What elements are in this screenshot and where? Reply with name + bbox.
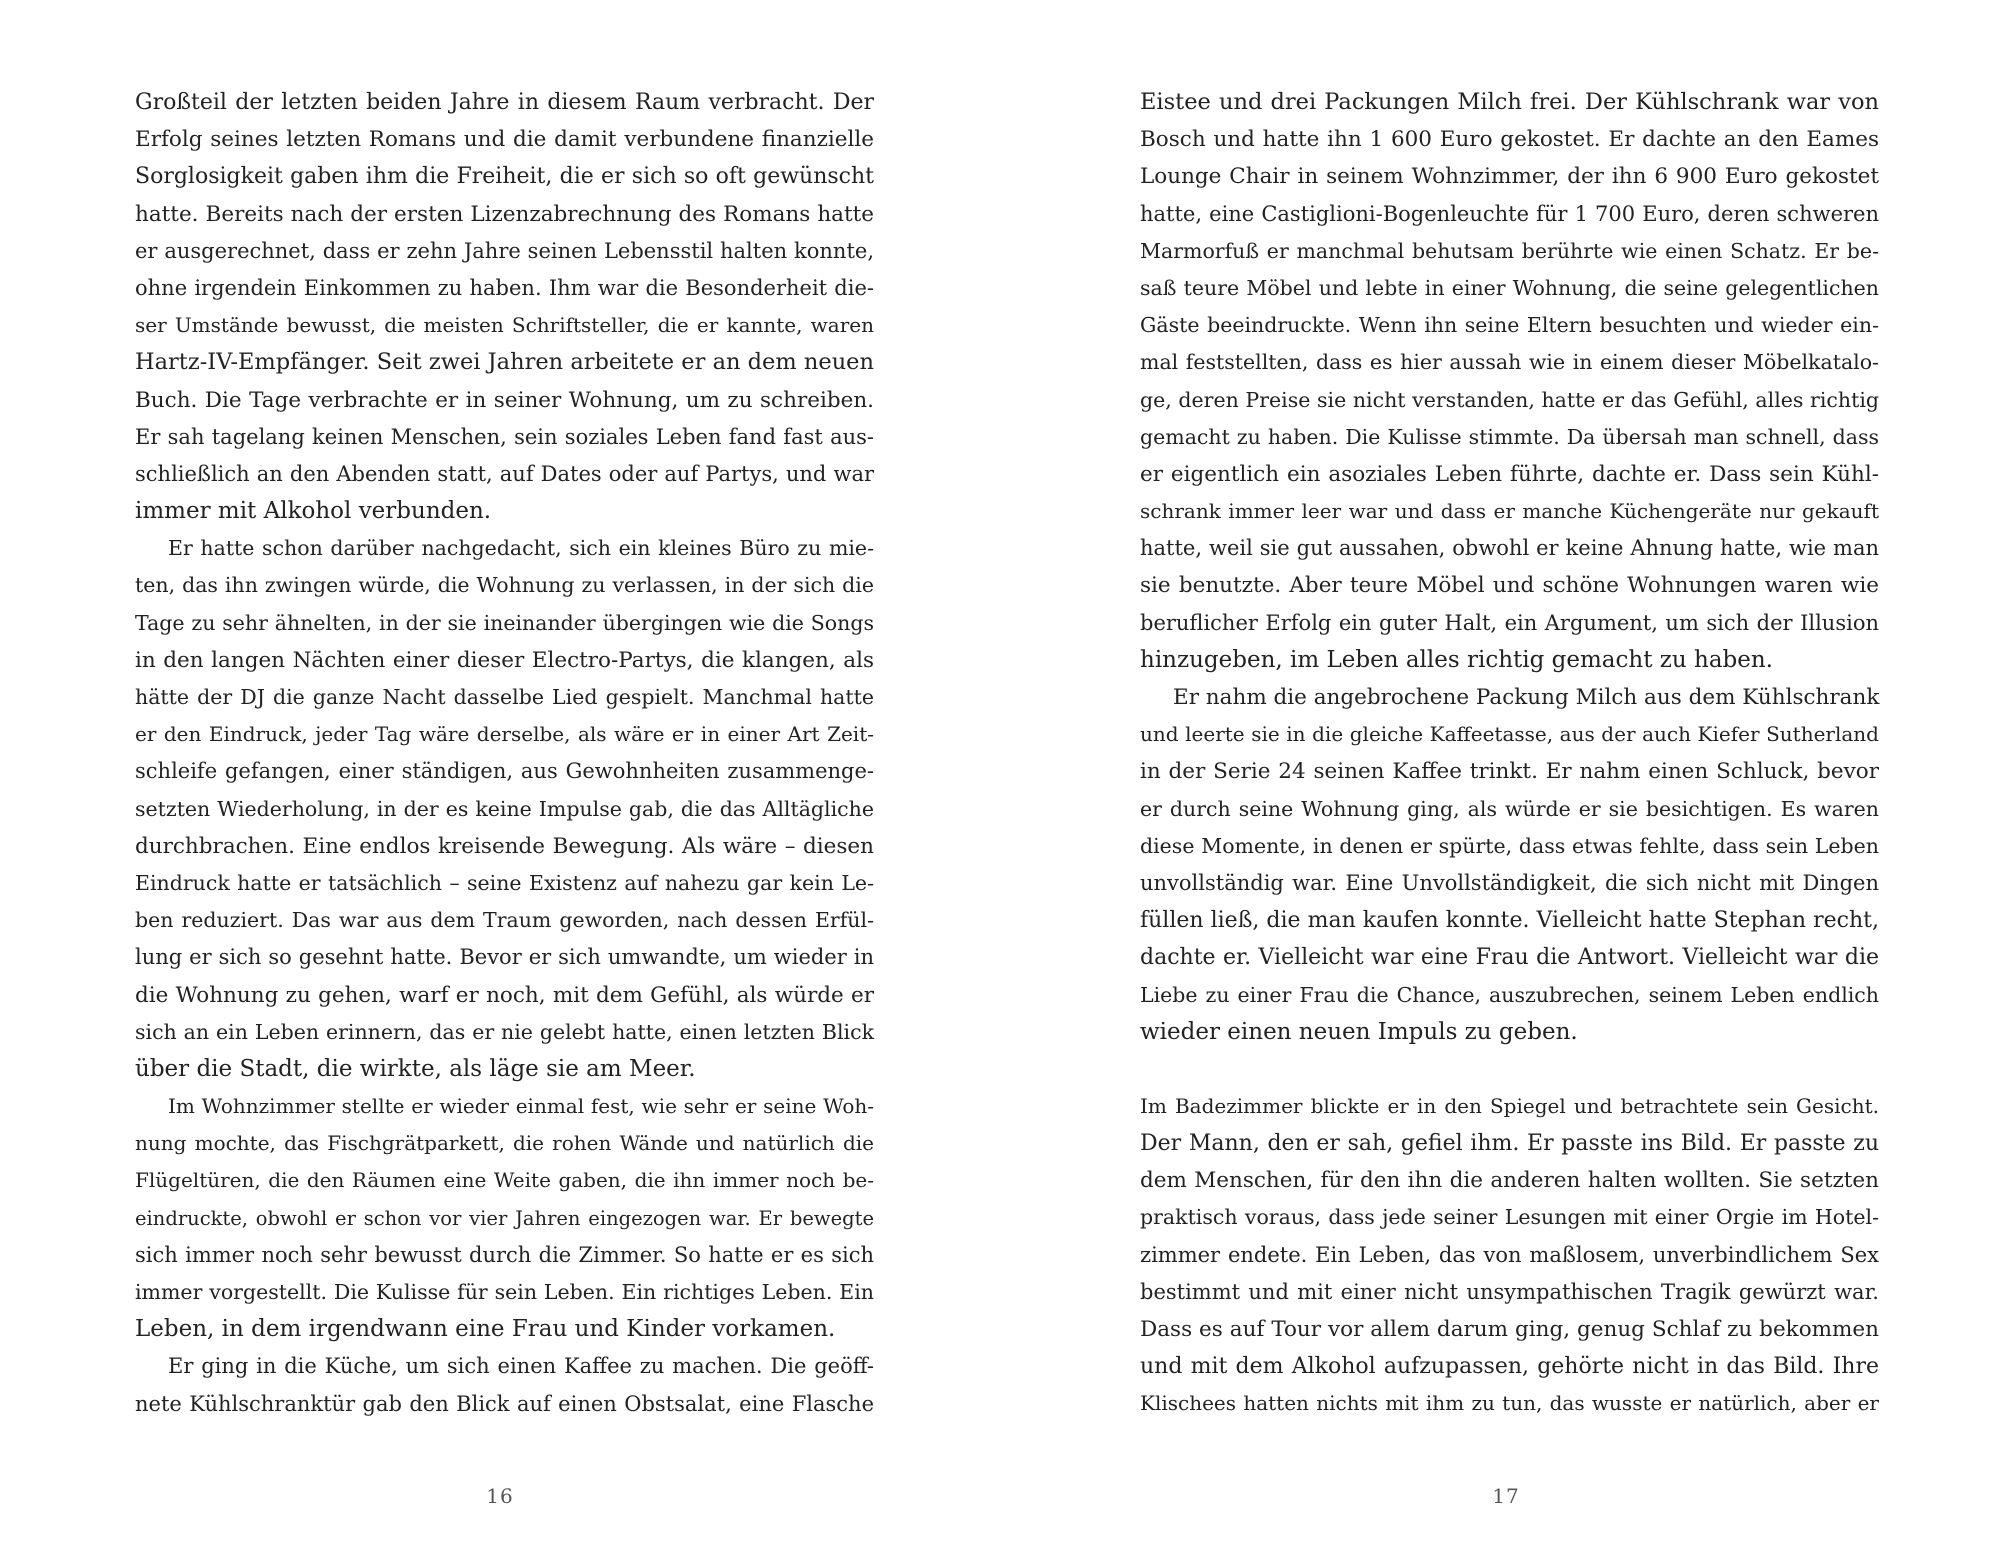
text-line: schließlich an den Abenden statt, auf Dates oder auf Partys, und war [135, 461, 874, 486]
text-line: wieder einen neuen Impuls zu geben. [1140, 1018, 1578, 1045]
text-line: nung mochte, das Fischgrätparkett, die rohen Wände und natürlich die [135, 1131, 874, 1156]
text-line: Buch. Die Tage verbrachte er in seiner Wohnung, um zu schreiben. [135, 387, 874, 413]
text-line: mal feststellten, dass es hier aussah wie in einem dieser Möbelkatalo- [1140, 350, 1879, 375]
text-line: bestimmt und mit einer nicht unsympathischen Tragik gewürzt war. [1140, 1279, 1879, 1304]
text-line: lung er sich so gesehnt hatte. Bevor er sich umwandte, um wieder in [135, 945, 874, 970]
text-line: Er ging in die Küche, um sich einen Kaffee zu machen. Die geöff- [168, 1354, 874, 1379]
page-number: 17 [1492, 1484, 1520, 1508]
text-line: Bosch und hatte ihn 1 600 Euro gekostet. Er dachte an den Eames [1140, 127, 1879, 153]
text-line: in der Serie 24 seinen Kaffee trinkt. Er nahm einen Schluck, bevor [1140, 759, 1879, 785]
text-line: sie benutzte. Aber teure Möbel und schöne Wohnungen waren wie [1140, 573, 1879, 599]
text-line: sich an ein Leben erinnern, das er nie gelebt hatte, einen letzten Blick [135, 1019, 874, 1044]
text-line: ge, deren Preise sie nicht verstanden, hatte er das Gefühl, alles richtig [1140, 387, 1879, 412]
text-line: er ausgerechnet, dass er zehn Jahre seinen Lebensstil halten konnte, [135, 238, 874, 263]
text-line: zimmer endete. Ein Leben, das von maßlosem, unverbindlichem Sex [1140, 1242, 1879, 1267]
text-line: durchbrachen. Eine endlos kreisende Bewegung. Als wäre – diesen [135, 833, 874, 859]
text-line: er den Eindruck, jeder Tag wäre derselbe, als wäre er in einer Art Zeit- [135, 722, 874, 747]
text-line: nete Kühlschranktür gab den Blick auf einen Obstsalat, eine Flasche [135, 1391, 874, 1416]
text-line: Tage zu sehr ähnelten, in der sie ineinander übergingen wie die Songs [135, 610, 874, 635]
text-line: ser Umstände bewusst, die meisten Schriftsteller, die er kannte, waren [135, 313, 874, 338]
text-line: in den langen Nächten einer dieser Electro-Partys, die klangen, als [135, 647, 874, 673]
text-line: Im Wohnzimmer stellte er wieder einmal fest, wie sehr er seine Woh- [168, 1094, 874, 1119]
page-number: 16 [486, 1484, 514, 1508]
text-line: Eindruck hatte er tatsächlich – seine Existenz auf nahezu gar kein Le- [135, 870, 874, 895]
text-line: dem Menschen, für den ihn die anderen halten wollten. Sie setzten [1140, 1168, 1879, 1194]
text-line: hatte, weil sie gut aussahen, obwohl er keine Ahnung hatte, wie man [1140, 536, 1879, 561]
right-page-text [1140, 84, 1879, 1423]
text-line: hatte, eine Castiglioni-Bogenleuchte für 1 700 Euro, deren schweren [1140, 201, 1879, 226]
text-line: Klischees hatten nichts mit ihm zu tun, das wusste er natürlich, aber er [1140, 1391, 1879, 1416]
text-line: eindruckte, obwohl er schon vor vier Jahren eingezogen war. Er bewegte [135, 1206, 874, 1230]
text-line: gemacht zu haben. Die Kulisse stimmte. Da übersah man schnell, dass [1140, 424, 1879, 449]
text-line: Großteil der letzten beiden Jahre in diesem Raum verbracht. Der [135, 90, 874, 115]
text-line: ten, das ihn zwingen würde, die Wohnung zu verlassen, in der sich die [135, 573, 874, 598]
text-line: praktisch voraus, dass jede seiner Lesungen mit einer Orgie im Hotel- [1140, 1205, 1879, 1230]
text-line: ohne irgendein Einkommen zu haben. Ihm war die Besonderheit die- [135, 275, 874, 300]
text-line: Hartz-IV-Empfänger. Seit zwei Jahren arbeitete er an dem neuen [135, 349, 874, 376]
text-line: setzten Wiederholung, in der es keine Impulse gab, die das Alltägliche [135, 796, 874, 821]
right-page [1000, 0, 2000, 1556]
text-line: über die Stadt, die wirkte, als läge sie am Meer. [135, 1055, 696, 1082]
text-line: Dass es auf Tour vor allem darum ging, genug Schlaf zu bekommen [1140, 1317, 1879, 1342]
text-line: dachte er. Vielleicht war eine Frau die Antwort. Vielleicht war die [1140, 945, 1879, 971]
text-line: schleife gefangen, einer ständigen, aus Gewohnheiten zusammenge- [135, 759, 874, 784]
text-line: Lounge Chair in seinem Wohnzimmer, der ihn 6 900 Euro gekostet [1140, 164, 1879, 190]
left-page-text [135, 84, 874, 1423]
text-line: Leben, in dem irgendwann eine Frau und Kinder vorkamen. [135, 1316, 836, 1343]
section-break [1140, 1051, 1879, 1088]
text-line: Flügeltüren, die den Räumen eine Weite gaben, die ihn immer noch be- [135, 1168, 874, 1193]
text-line: und leerte sie in die gleiche Kaffeetasse, aus der auch Kiefer Sutherland [1140, 722, 1879, 747]
text-line: Er nahm die angebrochene Packung Milch aus dem Kühlschrank [1173, 685, 1880, 710]
text-line: Gäste beeindruckte. Wenn ihn seine Eltern besuchten und wieder ein- [1140, 313, 1879, 338]
text-line: immer vorgestellt. Die Kulisse für sein Leben. Ein richtiges Leben. Ein [135, 1280, 874, 1304]
text-line: ben reduziert. Das war aus dem Traum geworden, nach dessen Erfül- [135, 908, 874, 933]
text-line: sich immer noch sehr bewusst durch die Zimmer. So hatte er es sich [135, 1242, 874, 1267]
text-line: hatte. Bereits nach der ersten Lizenzabrechnung des Romans hatte [135, 201, 874, 227]
text-line: er eigentlich ein asoziales Leben führte, dachte er. Dass sein Kühl- [1140, 461, 1879, 487]
text-line: immer mit Alkohol verbunden. [135, 498, 492, 525]
text-line: Marmorfuß er manchmal behutsam berührte wie einen Schatz. Er be- [1140, 238, 1879, 263]
text-line: hätte der DJ die ganze Nacht dasselbe Lied gespielt. Manchmal hatte [135, 685, 874, 709]
text-line: unvollständig war. Eine Unvollständigkeit, die sich nicht mit Dingen [1140, 870, 1879, 895]
text-line: Der Mann, den er sah, gefiel ihm. Er passte ins Bild. Er passte zu [1140, 1131, 1879, 1157]
text-line: Er sah tagelang keinen Menschen, sein soziales Leben fand fast aus- [135, 424, 874, 449]
text-line: Im Badezimmer blickte er in den Spiegel und betrachtete sein Gesicht. [1140, 1093, 1879, 1118]
text-line: und mit dem Alkohol aufzupassen, gehörte nicht in das Bild. Ihre [1140, 1354, 1879, 1380]
text-line: Liebe zu einer Frau die Chance, auszubrechen, seinem Leben endlich [1140, 982, 1879, 1007]
text-line: diese Momente, in denen er spürte, dass etwas fehlte, dass sein Leben [1140, 833, 1879, 858]
text-line: Eistee und drei Packungen Milch frei. Der Kühlschrank war von [1140, 89, 1879, 115]
text-line: Er hatte schon darüber nachgedacht, sich ein kleines Büro zu mie- [168, 536, 874, 561]
text-line: Erfolg seines letzten Romans und die damit verbundene finanzielle [135, 127, 874, 153]
text-line: beruflicher Erfolg ein guter Halt, ein Argument, um sich der Illusion [1140, 610, 1879, 635]
text-line: er durch seine Wohnung ging, als würde er sie besichtigen. Es waren [1140, 796, 1879, 821]
text-line: saß teure Möbel und lebte in einer Wohnung, die seine gelegentlichen [1140, 275, 1879, 300]
text-line: hinzugeben, im Leben alles richtig gemacht zu haben. [1140, 646, 1773, 673]
text-line: füllen ließ, die man kaufen konnte. Vielleicht hatte Stephan recht, [1140, 908, 1879, 934]
text-line: schrank immer leer war und dass er manche Küchengeräte nur gekauft [1140, 499, 1879, 524]
text-line: die Wohnung zu gehen, warf er noch, mit dem Gefühl, als würde er [135, 982, 874, 1008]
text-line: Sorglosigkeit gaben ihm die Freiheit, die er sich so oft gewünscht [135, 164, 874, 190]
